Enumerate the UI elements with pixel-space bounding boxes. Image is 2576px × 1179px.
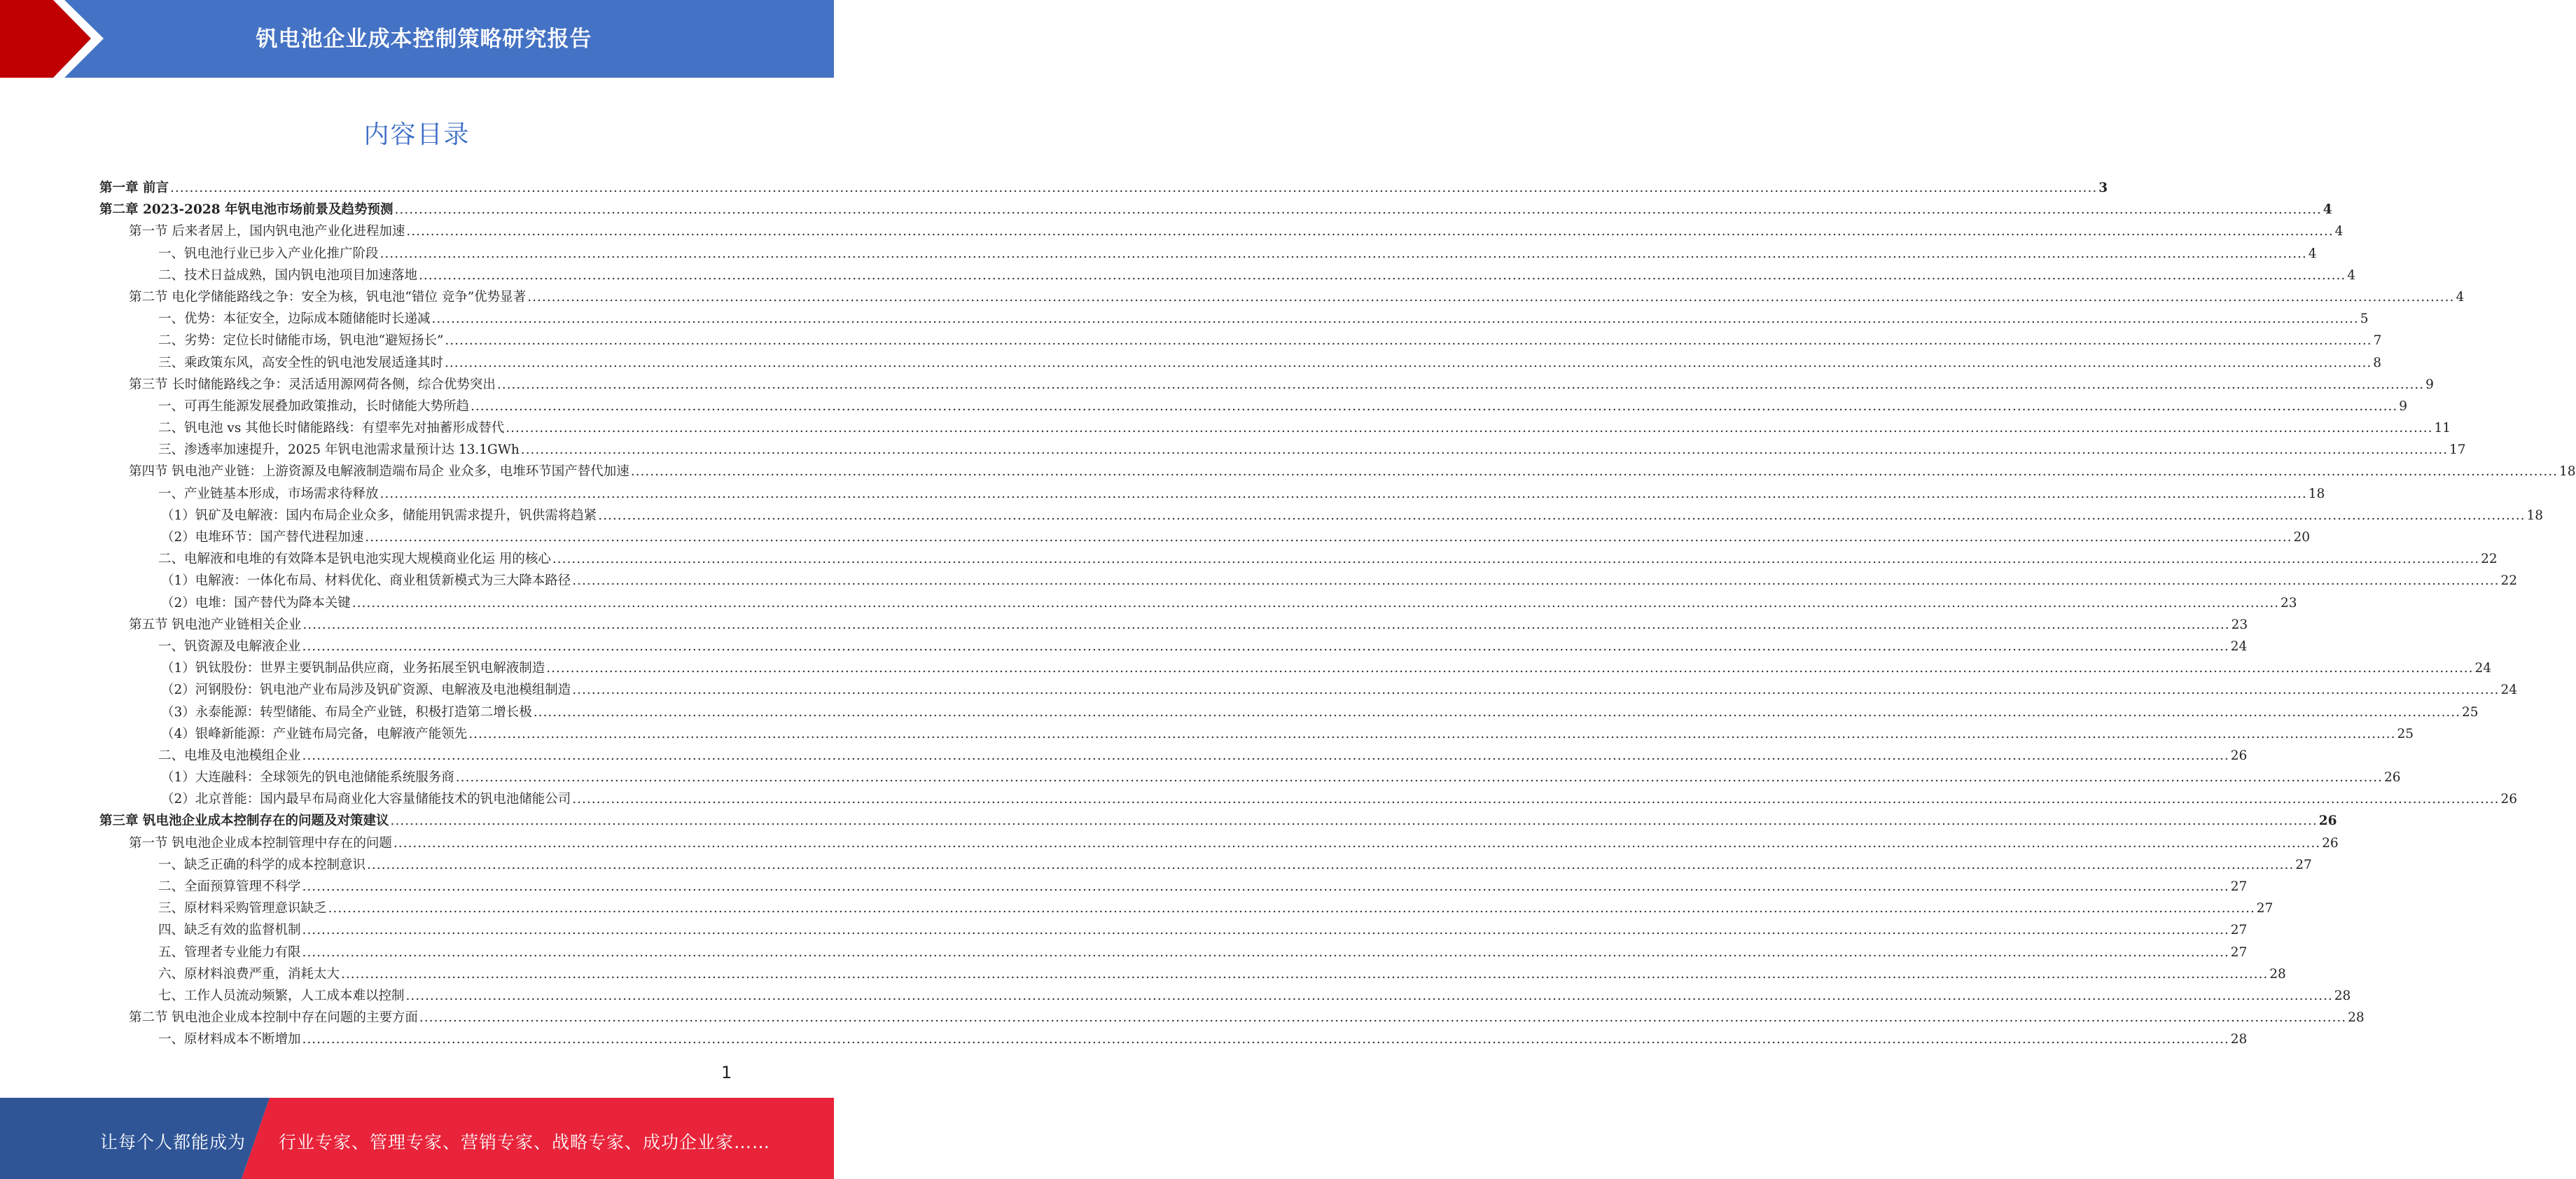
toc-entry-page: 24 [2474,661,2492,676]
toc-entry-label: 一、优势：本征安全，边际成本随储能时长递减 [158,312,431,327]
toc-entry-label: 二、电堆及电池模组企业 [158,748,301,763]
toc-dot-leader: ................................................................................................................................................................................................................................................................................................................................................................................................................ [169,181,2098,195]
toc-entry-page: 9 [2399,398,2408,414]
toc-entry-page: 26 [2384,770,2401,786]
toc-entry[interactable] [99,243,2317,265]
toc-entry-page: 11 [2434,421,2451,436]
toc-dot-leader: ................................................................................................................................................................................................................................................................................................................................................................................................................ [302,639,2229,654]
toc-entry-page: 28 [2230,1032,2248,1047]
toc-entry-label: 六、原材料浪费严重，消耗太大 [158,966,340,982]
toc-dot-leader: ................................................................................................................................................................................................................................................................................................................................................................................................................ [445,333,2372,349]
toc-dot-leader: ................................................................................................................................................................................................................................................................................................................................................................................................................ [302,1032,2229,1047]
toc-dot-leader: ................................................................................................................................................................................................................................................................................................................................................................................................................ [496,377,2425,392]
toc-entry-label: 第二节 电化学储能路线之争：安全为核，钒电池“错位 竞争”优势显著 [129,289,527,305]
toc-entry[interactable] [99,657,2492,679]
toc-dot-leader: ................................................................................................................................................................................................................................................................................................................................................................................................................ [552,552,2480,567]
toc-entry-page: 27 [2230,944,2248,960]
toc-dot-leader: ................................................................................................................................................................................................................................................................................................................................................................................................................ [520,442,2448,458]
toc-heading: 内容目录 [363,120,471,149]
toc-entry-label: 七、工作人员流动频繁，人工成本难以控制 [158,988,405,1003]
toc-dot-leader: ................................................................................................................................................................................................................................................................................................................................................................................................................ [572,683,2500,698]
toc-dot-leader: ................................................................................................................................................................................................................................................................................................................................................................................................................ [380,486,2307,501]
toc-entry[interactable] [99,679,2518,701]
toc-entry[interactable] [99,505,2544,526]
toc-entry-label: （1）钒钛股份：世界主要钒制品供应商，业务拓展至钒电解液制造 [161,661,545,676]
toc-entry-label: （4）银峰新能源：产业链布局完备，电解液产能领先 [161,726,468,741]
toc-entry[interactable] [99,417,2451,439]
toc-entry[interactable] [99,352,2382,374]
toc-entry-page: 25 [2462,704,2479,720]
toc-entry-label: 二、电解液和电堆的有效降本是钒电池实现大规模商业化运 用的核心 [158,552,551,567]
toc-entry[interactable] [99,199,2332,221]
toc-entry[interactable] [99,526,2311,548]
toc-entry[interactable] [99,1007,2365,1028]
page-footer [0,1098,834,1179]
toc-entry[interactable] [99,810,2337,832]
toc-entry-page: 26 [2500,792,2518,807]
toc-dot-leader: ................................................................................................................................................................................................................................................................................................................................................................................................................ [445,355,2372,370]
toc-entry-page: 26 [2322,835,2339,851]
toc-entry[interactable] [99,570,2518,592]
toc-entry[interactable] [99,985,2351,1007]
toc-entry-label: 二、技术日益成熟，国内钒电池项目加速落地 [158,267,418,283]
toc-dot-leader: ................................................................................................................................................................................................................................................................................................................................................................................................................ [455,770,2383,786]
toc-entry-label: （2）河钢股份：钒电池产业布局涉及钒矿资源、电解液及电池模组制造 [161,683,571,698]
toc-entry-page: 28 [2269,966,2286,982]
toc-entry[interactable] [99,221,2344,242]
toc-entry[interactable] [99,832,2339,854]
toc-dot-leader: ................................................................................................................................................................................................................................................................................................................................................................................................................ [302,879,2229,894]
toc-entry-page: 4 [2323,202,2332,218]
toc-entry-label: 一、缺乏正确的科学的成本控制意识 [158,857,366,872]
toc-entry-page: 28 [2334,988,2351,1003]
toc-entry-page: 22 [2500,573,2518,589]
toc-entry-page: 20 [2293,530,2311,545]
toc-entry-page: 22 [2481,552,2498,567]
toc-entry[interactable] [99,876,2248,898]
toc-entry[interactable] [99,1028,2248,1050]
toc-entry-page: 18 [2559,464,2576,480]
toc-entry-page: 24 [2500,683,2518,698]
toc-entry-label: （2）电堆：国产替代为降本关键 [161,595,351,611]
toc-entry[interactable] [99,483,2325,505]
toc-dot-leader: ................................................................................................................................................................................................................................................................................................................................................................................................................ [572,792,2500,807]
toc-entry[interactable] [99,919,2248,941]
toc-entry[interactable] [99,614,2248,636]
toc-entry[interactable] [99,330,2382,351]
toc-dot-leader: ................................................................................................................................................................................................................................................................................................................................................................................................................ [394,202,2322,218]
toc-entry-page: 4 [2334,224,2344,239]
toc-entry-label: 一、钒资源及电解液企业 [158,639,301,654]
toc-entry[interactable] [99,374,2434,396]
toc-dot-leader: ................................................................................................................................................................................................................................................................................................................................................................................................................ [302,923,2229,938]
toc-entry[interactable] [99,723,2414,745]
toc-dot-leader: ................................................................................................................................................................................................................................................................................................................................................................................................................ [431,312,2359,327]
toc-entry-label: 第三节 长时储能路线之争：灵活适用源网荷各侧，综合优势突出 [129,377,496,392]
toc-entry-page: 18 [2308,486,2325,501]
toc-entry[interactable] [99,286,2465,308]
toc-entry-page: 23 [2231,617,2248,632]
toc-dot-leader: ................................................................................................................................................................................................................................................................................................................................................................................................................ [302,944,2229,960]
toc-entry[interactable] [99,767,2401,788]
toc-dot-leader: ................................................................................................................................................................................................................................................................................................................................................................................................................ [328,901,2255,916]
toc-entry[interactable] [99,439,2466,461]
toc-dot-leader: ................................................................................................................................................................................................................................................................................................................................................................................................................ [527,289,2455,305]
toc-dot-leader: ................................................................................................................................................................................................................................................................................................................................................................................................................ [365,530,2292,545]
toc-entry[interactable] [99,942,2248,963]
toc-entry[interactable] [99,702,2479,723]
toc-dot-leader: ................................................................................................................................................................................................................................................................................................................................................................................................................ [393,835,2321,851]
toc-dot-leader: ................................................................................................................................................................................................................................................................................................................................................................................................................ [380,246,2307,261]
toc-entry-label: 四、缺乏有效的监督机制 [158,923,301,938]
toc-dot-leader: ................................................................................................................................................................................................................................................................................................................................................................................................................ [533,704,2461,720]
toc-entry-page: 4 [2308,246,2317,261]
toc-entry-page: 17 [2449,442,2466,458]
toc-entry-label: 第一节 钒电池企业成本控制管理中存在的问题 [129,835,392,851]
toc-entry-label: 一、产业链基本形成，市场需求待释放 [158,486,379,501]
toc-entry[interactable] [99,788,2518,810]
toc-entry-page: 18 [2526,508,2544,523]
toc-dot-leader: ................................................................................................................................................................................................................................................................................................................................................................................................................ [546,661,2474,676]
toc-entry-label: （1）电解液：一体化布局、材料优化、商业租赁新模式为三大降本路径 [161,573,571,589]
toc-dot-leader: ................................................................................................................................................................................................................................................................................................................................................................................................................ [302,617,2230,632]
toc-entry-page: 26 [2318,814,2337,829]
toc-entry-label: 一、原材料成本不断增加 [158,1032,301,1047]
toc-entry-label: 二、钒电池 vs 其他长时储能路线：有望率先对抽蓄形成替代 [158,421,505,436]
toc-entry[interactable] [99,745,2248,767]
toc-entry-label: （2）电堆环节：国产替代进程加速 [161,530,364,545]
toc-entry-label: （1）钒矿及电解液：国内布局企业众多，储能用钒需求提升，钒供需将趋紧 [161,508,597,523]
toc-entry[interactable] [99,636,2248,657]
toc-entry[interactable] [99,854,2312,876]
toc-dot-leader: ................................................................................................................................................................................................................................................................................................................................................................................................................ [506,421,2433,436]
toc-entry[interactable] [99,308,2369,330]
toc-entry-page: 26 [2230,748,2248,763]
toc-dot-leader: ................................................................................................................................................................................................................................................................................................................................................................................................................ [468,726,2396,741]
toc-entry-page: 4 [2347,267,2356,283]
footer-slogan-right: 行业专家、管理专家、营销专家、战略专家、成功企业家…… [279,1132,771,1152]
toc-entry-label: 第五节 钒电池产业链相关企业 [129,617,302,632]
toc-entry-label: 第二章 2023-2028 年钒电池市场前景及趋势预测 [99,202,394,218]
toc-entry-label: 三、渗透率加速提升，2025 年钒电池需求量预计达 13.1GWh [158,442,520,458]
toc-dot-leader: ................................................................................................................................................................................................................................................................................................................................................................................................................ [419,1010,2347,1026]
toc-dot-leader: ................................................................................................................................................................................................................................................................................................................................................................................................................ [390,814,2318,829]
toc-dot-leader: ................................................................................................................................................................................................................................................................................................................................................................................................................ [630,464,2558,480]
toc-entry-label: 二、全面预算管理不科学 [158,879,301,894]
toc-entry-page: 4 [2456,289,2465,305]
toc-entry-label: 第二节 钒电池企业成本控制中存在问题的主要方面 [129,1010,418,1026]
toc-entry-label: 一、可再生能源发展叠加政策推动，长时储能大势所趋 [158,398,470,414]
toc-entry-label: 第一章 前言 [99,181,169,195]
toc-entry-label: （3）永泰能源：转型储能、布局全产业链，积极打造第二增长极 [161,704,532,720]
toc-entry-label: 一、钒电池行业已步入产业化推广阶段 [158,246,379,261]
toc-entry-label: 三、原材料采购管理意识缺乏 [158,901,327,916]
toc-entry-page: 5 [2360,312,2369,327]
toc-entry[interactable] [99,548,2498,570]
toc-entry-page: 28 [2348,1010,2365,1026]
toc-entry[interactable] [99,461,2576,482]
toc-dot-leader: ................................................................................................................................................................................................................................................................................................................................................................................................................ [471,398,2398,414]
toc-entry-page: 27 [2230,879,2248,894]
toc-entry-page: 9 [2425,377,2434,392]
toc-entry-label: （1）大连融科：全球领先的钒电池储能系统服务商 [161,770,454,786]
toc-entry-page: 23 [2281,595,2297,611]
toc-entry-label: 三、乘政策东风，高安全性的钒电池发展适逢其时 [158,355,444,370]
toc-dot-leader: ................................................................................................................................................................................................................................................................................................................................................................................................................ [341,966,2269,982]
report-header-bar [0,0,834,78]
toc-entry-page: 7 [2373,333,2382,349]
table-of-contents [99,177,2576,1051]
toc-dot-leader: ................................................................................................................................................................................................................................................................................................................................................................................................................ [302,748,2229,763]
toc-dot-leader: ................................................................................................................................................................................................................................................................................................................................................................................................................ [598,508,2526,523]
toc-entry-page: 3 [2098,181,2108,195]
toc-entry[interactable] [99,963,2286,985]
toc-dot-leader: ................................................................................................................................................................................................................................................................................................................................................................................................................ [406,224,2334,239]
toc-entry[interactable] [99,265,2356,286]
toc-entry-label: （2）北京普能：国内最早布局商业化大容量储能技术的钒电池储能公司 [161,792,571,807]
toc-entry-page: 27 [2295,857,2312,872]
toc-entry-page: 24 [2230,639,2248,654]
toc-entry[interactable] [99,177,2108,199]
report-title: 钒电池企业成本控制策略研究报告 [256,27,592,52]
toc-entry[interactable] [99,396,2408,417]
toc-entry-label: 第三章 钒电池企业成本控制存在的问题及对策建议 [99,814,389,829]
toc-dot-leader: ................................................................................................................................................................................................................................................................................................................................................................................................................ [367,857,2295,872]
toc-entry-page: 27 [2230,923,2248,938]
footer-slogan-left: 让每个人都能成为 [100,1132,246,1152]
toc-entry-page: 27 [2256,901,2274,916]
toc-entry-label: 第一节 后来者居上，国内钒电池产业化进程加速 [129,224,405,239]
toc-dot-leader: ................................................................................................................................................................................................................................................................................................................................................................................................................ [405,988,2333,1003]
page-number: 1 [721,1063,732,1082]
toc-entry-page: 25 [2397,726,2414,741]
toc-entry-label: 五、管理者专业能力有限 [158,944,301,960]
toc-entry[interactable] [99,898,2274,919]
toc-entry-label: 第四节 钒电池产业链：上游资源及电解液制造端布局企 业众多，电堆环节国产替代加速 [129,464,629,480]
toc-entry-page: 8 [2373,355,2382,370]
toc-entry-label: 二、劣势：定位长时储能市场，钒电池“避短扬长” [158,333,444,349]
toc-dot-leader: ................................................................................................................................................................................................................................................................................................................................................................................................................ [419,267,2346,283]
toc-entry[interactable] [99,592,2297,614]
toc-dot-leader: ................................................................................................................................................................................................................................................................................................................................................................................................................ [572,573,2500,589]
toc-dot-leader: ................................................................................................................................................................................................................................................................................................................................................................................................................ [351,595,2280,611]
